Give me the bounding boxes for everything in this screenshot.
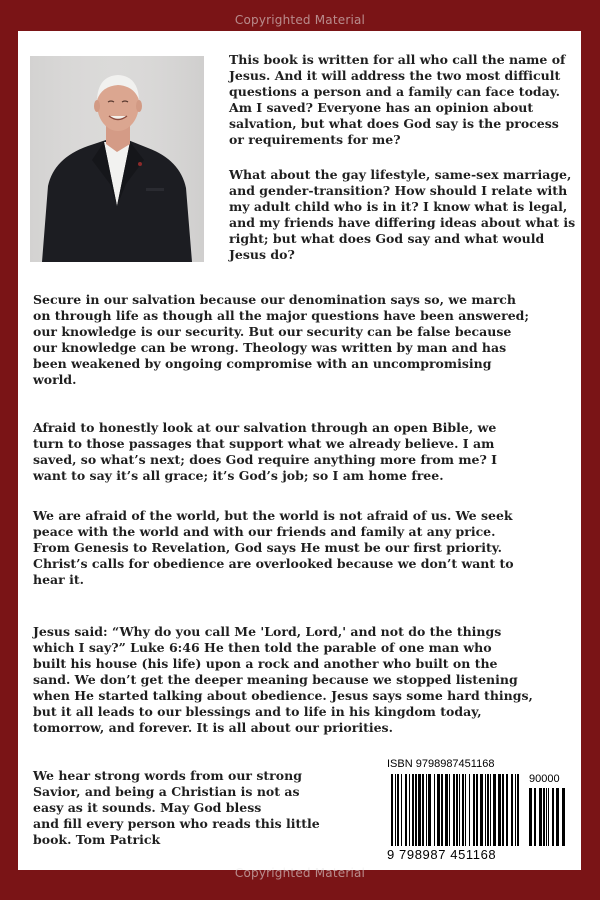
barcode-bar — [534, 788, 536, 846]
cover-paragraph-5: We are afraid of the world, but the world is not afraid of us. We seek peace with the world and with our friends and family at any price. From Genesis to Revelation, God says He must be our first priority. Christ’s calls for obedience are overlooked because we don’t want to hear it. — [33, 508, 514, 587]
barcode-bar — [511, 774, 513, 846]
author-portrait-image — [30, 56, 204, 262]
barcode-bar — [391, 774, 393, 846]
barcode-bar — [539, 788, 542, 846]
barcode-bar — [562, 788, 565, 846]
watermark-bottom: Copyrighted Material — [234, 866, 366, 880]
price-code: 90000 — [529, 773, 560, 785]
isbn-digits: 9 798987 451168 — [387, 847, 497, 862]
barcode-bar — [515, 774, 516, 846]
barcode-bar — [476, 774, 478, 846]
cover-paragraph-1: This book is written for all who call the name of Jesus. And it will address the two most difficult questions a person and a family can face today. Am I saved? Everyone has an opinion about salvation, but what does God say is the process or requirements for me? — [229, 52, 566, 147]
barcode-bar — [412, 774, 414, 846]
barcode-bar — [459, 774, 460, 846]
barcode-bar — [493, 774, 496, 846]
cover-paragraph-3: Secure in our salvation because our denomination says so, we march on through life as though all the major questions have been answered; our knowledge is our security. But our security can be false because our knowledge can be wrong. Theology was written by man and has been weakened by ongoing compromise with an uncompromising world. — [33, 292, 530, 387]
barcode-bar — [517, 774, 519, 846]
barcode-bar — [426, 774, 427, 846]
cover-paragraph-6: Jesus said: “Why do you call Me 'Lord, Lord,' and not do the things which I say?” Luke 6:46 He then told the parable of one man who built his house (his life) upon a rock and another who built on the sand. We don’t get the deeper meaning because we stopped listening when He started talking about obedience. Jesus says some hard things, but it all leads to our blessings and to life in his kingdom today, tomorrow, and forever. It is all about our priorities. — [33, 624, 533, 735]
barcode-bar — [480, 774, 483, 846]
barcode-bar — [418, 774, 421, 846]
author-photo — [30, 56, 204, 262]
barcode-bar — [462, 774, 464, 846]
barcode-bar — [434, 774, 435, 846]
barcode-bar — [437, 774, 440, 846]
barcode-bar — [453, 774, 455, 846]
barcode-bar — [422, 774, 424, 846]
barcode-bar — [409, 774, 410, 846]
barcode-bar — [502, 774, 504, 846]
barcode-bar — [415, 774, 417, 846]
cover-paragraph-closing: We hear strong words from our strong Savior, and being a Christian is not as easy as it sounds. May God bless and fill every person who reads this little book. Tom Patrick — [33, 768, 320, 847]
barcode-bar — [441, 774, 443, 846]
isbn-barcode — [383, 756, 573, 867]
barcode-bar — [465, 774, 466, 846]
barcode-bar — [445, 774, 448, 846]
barcode-bar — [428, 774, 431, 846]
watermark-top: Copyrighted Material — [234, 13, 366, 27]
barcode-bar — [395, 774, 396, 846]
barcode-bar — [498, 774, 501, 846]
barcode-bar — [552, 788, 554, 846]
barcode-bar — [401, 774, 402, 846]
isbn-label: ISBN 9798987451168 — [387, 758, 495, 770]
barcode-bar — [546, 788, 547, 846]
cover-paragraph-2: What about the gay lifestyle, same-sex marriage, and gender-transition? How should I relate with my adult child who is in it? I know what is legal, and my friends have differing ideas about what is right; but what does God say and what would Jesus do? — [229, 167, 576, 262]
barcode-bar — [405, 774, 407, 846]
barcode-bar — [473, 774, 475, 846]
barcode-bar — [556, 788, 559, 846]
back-cover-page — [18, 31, 581, 870]
barcode-bar — [449, 774, 450, 846]
barcode-bar — [490, 774, 491, 846]
barcode-bar — [548, 788, 549, 846]
barcode-bar — [529, 788, 532, 846]
barcode-bar — [487, 774, 489, 846]
barcode-bar — [469, 774, 470, 846]
barcode-bar — [506, 774, 508, 846]
barcode-bar — [543, 788, 545, 846]
cover-paragraph-4: Afraid to honestly look at our salvation through an open Bible, we turn to those passages that support what we already believe. I am saved, so what’s next; does God require anything more from me? I want to say it’s all grace; it’s God’s job; so I am home free. — [33, 420, 498, 483]
barcode-bar — [397, 774, 399, 846]
barcode-bar — [456, 774, 458, 846]
barcode-bar — [485, 774, 486, 846]
